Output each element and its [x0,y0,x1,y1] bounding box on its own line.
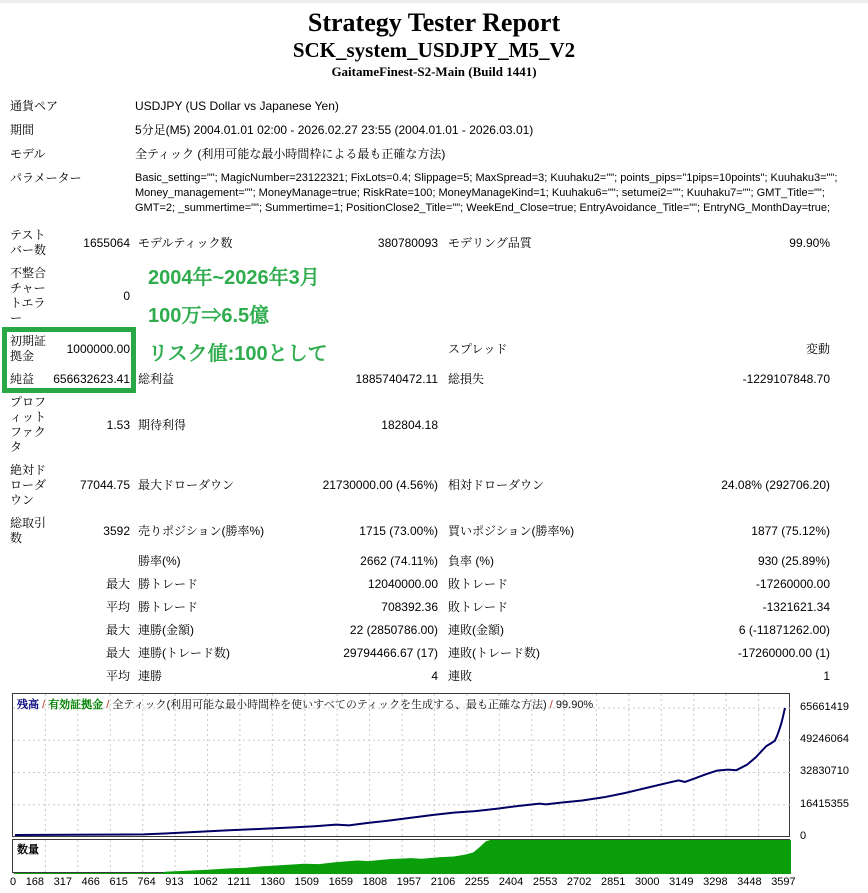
stat-value: 930 (25.89%) [757,554,830,568]
server-build-info: GaitameFinest-S2-Main (Build 1441) [331,64,537,79]
stat-value [300,262,440,330]
x-axis-tick: 466 [81,876,100,888]
info-label: モデル [10,147,46,161]
stat-value [50,550,130,573]
chart-legend [17,696,593,712]
info-value: 5分足(M5) 2004.01.01 02:00 - 2026.02.27 23:55 (2004.01.01 - 2026.03.01) [135,123,534,137]
x-axis-tick: 1808 [362,876,388,888]
stat-value: 3592 [103,523,130,538]
x-axis-tick: 1360 [260,876,285,888]
stat-label: 不整合チャートエラー [10,266,47,325]
info-value [135,166,856,220]
stat-label: 売りポジション(勝率%) [138,523,265,538]
stat-value: 22 (2850786.00) [349,623,438,637]
test-info-table [10,94,856,220]
page-title: Strategy Tester Report [307,8,561,37]
stat-value: 29794466.67 (17) [343,646,438,660]
stat-value: 6 (-11871262.00) [738,623,830,637]
stat-label: テストバー数 [10,228,47,257]
stat-value: 1000000.00 [66,341,130,356]
stat-label [10,550,50,573]
report-header [0,3,868,80]
stat-value: 最大 [105,623,130,637]
stat-label: 負率 (%) [448,554,494,568]
stat-label: 勝トレード [138,577,199,591]
stat-value: 656632623.41 [53,372,130,386]
stat-label: 総取引数 [10,516,47,545]
balance-chart-canvas [13,694,791,838]
stat-value: 1.53 [106,417,130,432]
stat-label [10,665,50,688]
x-axis-tick: 317 [53,876,72,888]
x-axis-tick: 1659 [328,876,354,888]
x-axis-tick: 1957 [396,876,422,888]
stat-value: 708392.36 [381,600,438,614]
stat-label: 連敗(トレード数) [448,646,540,660]
stat-value [620,391,838,459]
stats-row [10,262,838,330]
stat-value: 1655064 [83,235,130,250]
balance-chart [12,693,790,837]
stat-value: 21730000.00 (4.56%) [322,478,438,492]
stat-value: 平均 [105,669,130,683]
x-axis-tick: 3149 [669,876,694,888]
balance-line [15,708,785,835]
stat-label: 総損失 [448,372,485,386]
stat-label [440,262,620,330]
stat-value [620,262,838,330]
x-axis-tick: 1211 [227,876,251,888]
info-label: パラメーター [10,171,82,185]
info-row [10,142,856,166]
stat-label: 絶対ドローダウン [10,463,47,507]
highlight-box-initial-deposit-netprofit [2,327,136,393]
stats-row [10,512,838,550]
stats-row [10,459,838,512]
stat-value: 380780093 [377,235,438,250]
balance-chart-section [12,693,866,888]
stats-row [10,224,838,262]
stats-row [10,665,838,688]
stats-row [10,642,838,665]
x-axis-tick: 3298 [703,876,728,888]
x-axis-tick: 1509 [294,876,320,888]
stat-label: 勝トレード [138,600,199,614]
stat-value: 24.08% (292706.20) [721,478,830,492]
info-label: 通貨ペア [10,99,59,113]
stat-value: 1877 (75.12%) [751,523,830,538]
x-axis-labels [10,876,796,888]
test-stats-table [10,224,838,688]
stat-value: 12040000.00 [367,577,438,591]
stat-label: 最大ドローダウン [138,478,235,492]
stat-value: 4 [431,669,438,683]
legend-model-label: 全ティック(利用可能な最小時間枠を使いすべてのティックを生成する、最も正確な方法) [112,699,547,711]
stat-value: -1229107848.70 [742,372,830,386]
stat-label: 期待利得 [138,417,187,432]
stat-value: 1885740472.11 [355,372,438,386]
stat-value: 1 [823,669,830,683]
stat-label: モデルティック数 [138,235,233,250]
x-axis-tick: 0 [10,876,17,888]
stat-label: 敗トレード [448,600,509,614]
legend-separator: / [42,699,49,711]
volume-chart-canvas [13,840,791,874]
annotation-risk: リスク値:100として [148,343,328,365]
legend-separator: / [106,699,113,711]
stat-value: 1715 (73.00%) [359,523,438,538]
ea-name-subtitle: SCK_system_USDJPY_M5_V2 [292,38,576,62]
stat-label: 総利益 [138,372,175,386]
legend-quality-value: 99.90% [555,699,594,711]
stat-value: -17260000.00 (1) [737,646,830,660]
stat-label: 相対ドローダウン [448,478,545,492]
stat-value: 99.90% [789,235,830,250]
stat-label [10,619,50,642]
stats-row [10,550,838,573]
stat-value: 77044.75 [79,478,130,492]
stat-label: 連勝(トレード数) [138,646,230,660]
info-row [10,94,856,118]
legend-balance-label: 残高 [17,699,39,711]
annotation-growth: 100万⇒6.5億 [148,305,270,327]
stat-value: -17260000.00 [755,577,830,591]
stat-label [440,391,620,459]
stat-label: モデリング品質 [448,235,532,250]
stat-label [10,596,50,619]
stat-value: 2662 (74.11%) [360,554,438,568]
stat-label: 連勝 [138,669,163,683]
y-axis-tick: 49246064 [800,733,849,745]
x-axis-tick: 913 [165,876,184,888]
y-axis-tick: 65661419 [800,701,849,713]
stat-value: 最大 [105,646,130,660]
parameter-line: GMT=2; _summertime=""; Summertime=1; PositionClose2_Title=""; WeekEnd_Close=true; EntryAvoidance_Title=""; EntryNG_MonthDay=true; [135,202,831,214]
info-label: 期間 [10,123,35,137]
x-axis-tick: 2255 [464,876,490,888]
x-axis-tick: 168 [25,876,45,888]
stat-label: スプレッド [448,341,508,356]
stat-label: 連敗(金額) [448,623,504,637]
stat-label: 初期証拠金 [10,334,47,363]
x-axis-tick: 2702 [566,876,592,888]
y-axis-tick: 16415355 [800,798,849,810]
x-axis-tick: 764 [137,876,156,888]
info-value: USDJPY (US Dollar vs Japanese Yen) [135,99,339,113]
stat-label [10,573,50,596]
annotation-period: 2004年~2026年3月 [148,267,320,289]
legend-equity-label: 有効証拠金 [48,699,104,711]
x-axis-tick: 2404 [498,876,524,888]
x-axis-tick: 3000 [635,876,660,888]
x-axis-tick: 2553 [532,876,558,888]
stats-row [10,391,838,459]
legend-separator: / [549,699,556,711]
x-axis-tick: 2106 [430,876,456,888]
parameter-line: Basic_setting=""; MagicNumber=23122321; FixLots=0.4; Slippage=5; MaxSpread=3; Kuuhaku2=""; points_pips="1pips=10points"; Kuuhaku3=""; [135,172,838,184]
stat-value: -1321621.34 [762,600,830,614]
x-axis-tick: 3448 [737,876,762,888]
stat-value: 182804.18 [381,417,438,432]
stat-value: 平均 [105,600,130,614]
stat-value: 最大 [105,577,130,591]
stat-label: 敗トレード [448,577,509,591]
x-axis-tick: 1062 [193,876,218,888]
stat-label: プロフィットファクタ [10,395,47,454]
stat-label: 買いポジション(勝率%) [448,523,575,538]
stat-label: 勝率(%) [138,554,181,568]
stat-label: 連勝(金額) [138,623,194,637]
info-row [10,166,856,220]
x-axis-tick: 615 [109,876,128,888]
x-axis-tick: 3597 [771,876,796,888]
info-value: 全ティック (利用可能な最小時間枠による最も正確な方法) [135,147,446,161]
stat-value: 0 [123,288,130,303]
parameter-line: Money_management=""; MoneyManage=true; RiskRate=100; MoneyManageKind=1; Kuuhaku6=""; setumei2=""; Kuuhaku7=""; GMT_Title=""; [135,187,825,199]
volume-panel-label: 数量 [17,844,39,856]
stats-row [10,596,838,619]
stats-row [10,573,838,596]
y-axis-tick: 0 [800,830,807,842]
stat-label [10,642,50,665]
stats-row [10,619,838,642]
stat-label: 純益 [10,372,35,386]
info-row [10,118,856,142]
y-axis-tick: 32830710 [800,765,849,777]
stat-label: 連敗 [448,669,473,683]
stat-value: 変動 [805,341,830,356]
volume-chart [12,839,790,873]
x-axis-tick: 2851 [600,876,626,888]
